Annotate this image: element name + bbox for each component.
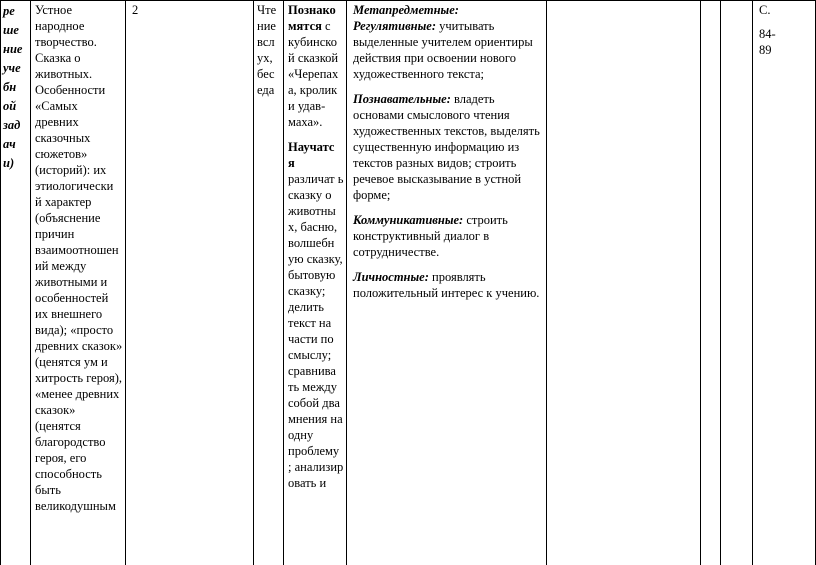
text-get-acquainted: с кубинско й сказкой «Черепах а, кролик и удав-маха». xyxy=(288,19,339,129)
col-border xyxy=(0,0,1,565)
label-will-learn: Научатс я xyxy=(288,140,335,170)
text-will-learn: различат ь сказку о животны х, басню, волшебн ую сказку, бытовую сказку; делить текст на части по смыслу; сравнива ть между собой два мнения на одну проблему ; анализир овать и xyxy=(288,172,344,490)
col-border xyxy=(30,0,31,565)
col-border xyxy=(346,0,347,565)
cell-topic: Устное народное творчество. Сказка о животных. Особенности «Самых древних сказочных сюжетов» (историй): их этиологически й характер (объяснение причин взаимоотношен ий между животными и особенностей их внешнего вида); «просто древних сказок» (ценятся ум и хитрость героя), «менее древних сказок» (ценятся благородство героя, его способность быть великодушным xyxy=(35,3,123,513)
text-communicative: строить конструктивный диалог в сотрудничестве. xyxy=(353,213,508,259)
text-cognitive: владеть основами смыслового чтения художественных текстов, выделять существенную информацию из текстов разных видов; строить речевое высказывание в устной форме; xyxy=(353,92,540,202)
pages-prefix: С. xyxy=(759,3,771,17)
cell-activity: Чте ние всл ух, бес еда xyxy=(257,3,277,97)
cell-uud xyxy=(353,2,543,310)
label-personal: Личностные: xyxy=(353,270,429,284)
cell-task-solving: ре ше ние уче бн ой зад ач и) xyxy=(3,4,23,170)
label-communicative: Коммуникативные: xyxy=(353,213,464,227)
col-border xyxy=(546,0,547,565)
label-cognitive: Познавательные: xyxy=(353,92,451,106)
heading-metasubject: Метапредметные: xyxy=(353,3,459,17)
text-personal: проявлять положительный интерес к учению. xyxy=(353,270,540,300)
pages-range: 84-89 xyxy=(759,27,776,57)
cell-hours: 2 xyxy=(132,3,139,17)
text-regulative: учитывать выделенные учителем ориентиры действия при освоении нового художественного текста; xyxy=(353,19,533,81)
col-border xyxy=(720,0,721,565)
col-border xyxy=(752,0,753,565)
col-border xyxy=(125,0,126,565)
cell-subject-results xyxy=(288,2,344,500)
col-border xyxy=(283,0,284,565)
label-regulative: Регулятивные: xyxy=(353,19,436,33)
table-top-border xyxy=(0,0,816,1)
label-get-acquainted: Познако мятся xyxy=(288,3,336,33)
col-border xyxy=(253,0,254,565)
col-border xyxy=(700,0,701,565)
cell-pages xyxy=(759,2,809,58)
